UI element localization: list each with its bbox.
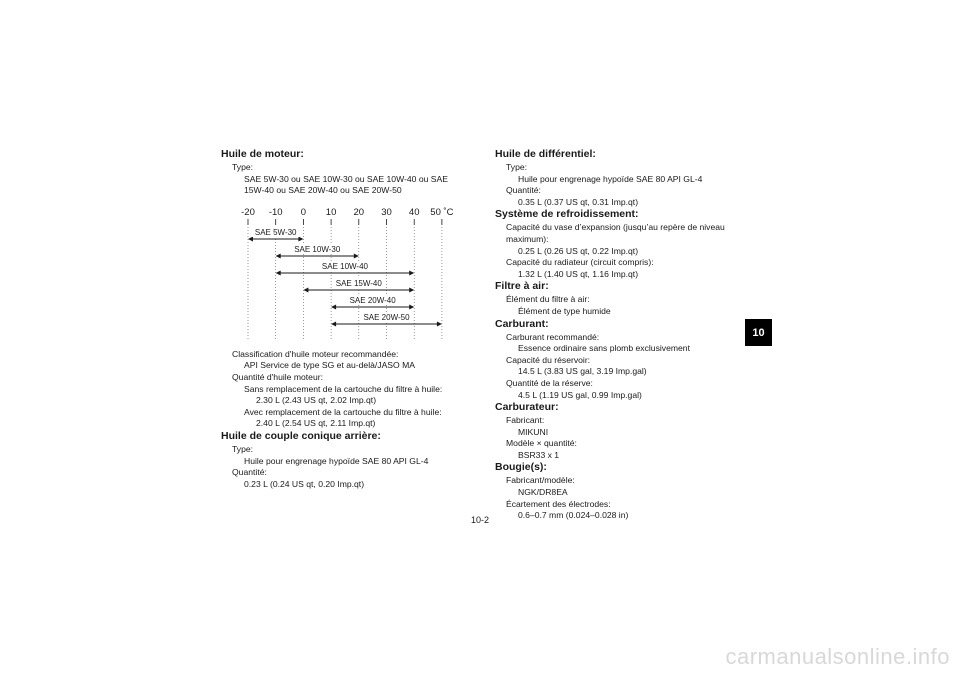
tick-label: 10 bbox=[325, 206, 337, 218]
viscosity-range-label: SAE 10W-30 bbox=[294, 244, 341, 254]
viscosity-range-label: SAE 20W-50 bbox=[363, 312, 410, 322]
bevel-oil-type-label: Type: bbox=[232, 443, 254, 454]
engine-oil-heading: Huile de moteur: bbox=[221, 148, 304, 160]
oil-viscosity-chart bbox=[221, 201, 471, 341]
coolant-reservoir-label-2: maximum): bbox=[506, 233, 549, 244]
viscosity-range-bar bbox=[303, 278, 414, 293]
radiator-capacity-label: Capacité du radiateur (circuit compris): bbox=[506, 257, 654, 268]
engine-oil-type-value-1: SAE 5W-30 ou SAE 10W-30 ou SAE 10W-40 ou SAE bbox=[244, 173, 448, 184]
viscosity-range-label: SAE 15W-40 bbox=[335, 278, 382, 288]
left-column bbox=[221, 148, 471, 490]
cooling-heading: Système de refroidissement: bbox=[495, 208, 639, 221]
carburetor-model-value: BSR33 x 1 bbox=[518, 449, 560, 460]
viscosity-range-bar bbox=[276, 244, 359, 259]
air-filter-heading: Filtre à air: bbox=[495, 280, 549, 293]
footer-watermark: carmanualsonline.info bbox=[725, 644, 950, 669]
fuel-reserve-label: Quantité de la réserve: bbox=[506, 377, 593, 388]
coolant-reservoir-label-1: Capacité du vase d’expansion (jusqu’au repère de niveau bbox=[506, 222, 725, 233]
oil-quantity-label: Quantité d'huile moteur: bbox=[232, 371, 323, 382]
spark-plug-maker-value: NGK/DR8EA bbox=[518, 487, 568, 498]
diff-oil-type-label: Type: bbox=[506, 162, 528, 172]
bevel-oil-heading: Huile de couple conique arrière: bbox=[221, 429, 381, 442]
coolant-reservoir-value: 0.25 L (0.26 US qt, 0.22 Imp.qt) bbox=[518, 245, 639, 256]
carburetor-model-label: Modèle × quantité: bbox=[506, 438, 577, 449]
right-column bbox=[495, 148, 765, 522]
tick-label: 50 ˚C bbox=[430, 206, 454, 218]
viscosity-range-bar bbox=[331, 295, 414, 310]
tick-label: 30 bbox=[381, 206, 392, 218]
fuel-recommended-value: Essence ordinaire sans plomb exclusivement bbox=[518, 343, 690, 354]
tick-label: 40 bbox=[408, 206, 420, 218]
tick-label: 0 bbox=[300, 206, 307, 218]
engine-oil-type-value-2: 15W-40 ou SAE 20W-40 ou SAE 20W-50 bbox=[244, 185, 402, 196]
carburetor-maker-value: MIKUNI bbox=[518, 426, 549, 437]
air-filter-element-label: Élément du filtre à air: bbox=[506, 294, 590, 305]
viscosity-range-bar bbox=[331, 312, 442, 327]
carburetor-maker-label: Fabricant: bbox=[506, 415, 545, 426]
air-filter-element-value: Élément de type humide bbox=[518, 305, 611, 316]
engine-oil-type-label: Type: bbox=[232, 162, 254, 172]
fuel-reserve-value: 4.5 L (1.19 US gal, 0.99 Imp.gal) bbox=[518, 389, 642, 400]
bevel-oil-qty-label: Quantité: bbox=[232, 467, 267, 478]
viscosity-range-label: SAE 5W-30 bbox=[254, 227, 297, 237]
oil-classification-value: API Service de type SG et au-delà/JASO MA bbox=[244, 360, 415, 371]
oil-quantity-with-value: 2.40 L (2.54 US qt, 2.11 Imp.qt) bbox=[256, 418, 376, 429]
oil-quantity-without-value: 2.30 L (2.43 US qt, 2.02 Imp.qt) bbox=[256, 395, 377, 406]
bevel-oil-type-value: Huile pour engrenage hypoïde SAE 80 API GL-4 bbox=[244, 455, 429, 466]
spark-plug-maker-label: Fabricant/modèle: bbox=[506, 475, 575, 486]
viscosity-range-bar bbox=[248, 227, 303, 242]
diff-oil-qty-value: 0.35 L (0.37 US qt, 0.31 Imp.qt) bbox=[518, 196, 639, 207]
viscosity-range-label: SAE 10W-40 bbox=[321, 261, 369, 271]
page-number: 10-2 bbox=[471, 515, 490, 525]
chapter-tab: 10 bbox=[745, 319, 772, 346]
bevel-oil-qty-value: 0.23 L (0.24 US qt, 0.20 Imp.qt) bbox=[244, 478, 365, 489]
viscosity-range-label: SAE 20W-40 bbox=[349, 295, 396, 305]
carburetor-heading: Carburateur: bbox=[495, 401, 559, 414]
fuel-tank-value: 14.5 L (3.83 US gal, 3.19 Imp.gal) bbox=[518, 366, 647, 377]
fuel-heading: Carburant: bbox=[495, 317, 549, 330]
fuel-tank-label: Capacité du réservoir: bbox=[506, 354, 591, 365]
radiator-capacity-value: 1.32 L (1.40 US qt, 1.16 Imp.qt) bbox=[518, 268, 639, 279]
spark-plug-gap-value: 0.6–0.7 mm (0.024–0.028 in) bbox=[518, 510, 629, 521]
diff-oil-type-value: Huile pour engrenage hypoïde SAE 80 API GL-4 bbox=[518, 173, 703, 184]
diff-oil-heading: Huile de différentiel: bbox=[495, 148, 596, 160]
tick-label: 20 bbox=[353, 206, 365, 218]
fuel-recommended-label: Carburant recommandé: bbox=[506, 331, 600, 342]
tick-label: -10 bbox=[268, 206, 283, 218]
diff-oil-qty-label: Quantité: bbox=[506, 185, 541, 196]
spark-plug-gap-label: Écartement des électrodes: bbox=[506, 498, 611, 509]
viscosity-range-bar bbox=[276, 261, 415, 276]
oil-quantity-with-label: Avec remplacement de la cartouche du filtre à huile: bbox=[244, 406, 442, 417]
oil-quantity-without-label: Sans remplacement de la cartouche du filtre à huile: bbox=[244, 383, 443, 394]
tick-label: -20 bbox=[241, 206, 255, 218]
oil-classification-label: Classification d'huile moteur recommandée: bbox=[232, 348, 399, 359]
spark-plug-heading: Bougie(s): bbox=[495, 461, 547, 474]
